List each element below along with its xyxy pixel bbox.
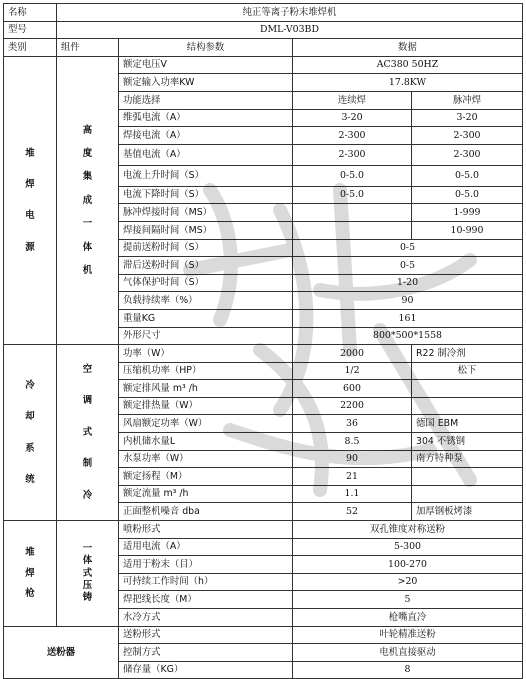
param-value: 161 (293, 309, 523, 327)
param-value: 5 (293, 591, 523, 609)
col-category: 类别 (4, 39, 57, 57)
product-name: 纯正等离子粉末堆焊机 (57, 4, 523, 22)
param-note (412, 380, 523, 398)
param-value: 2000 (293, 345, 412, 363)
name-label: 名称 (4, 4, 57, 22)
param-label: 电流下降时间（S） (119, 186, 293, 204)
param-value: 1-20 (293, 274, 523, 292)
param-label: 水泵功率（W） (119, 450, 293, 468)
param-label: 焊接电流（A） (119, 127, 293, 145)
param-value: 0-5 (293, 257, 523, 275)
param-value: 8.5 (293, 433, 412, 451)
param-note: 304 不锈钢 (412, 433, 523, 451)
model-value: DML-V03BD (57, 21, 523, 39)
value-continuous: 3-20 (293, 109, 412, 127)
column-header-row (4, 39, 523, 57)
model-row (4, 21, 523, 39)
param-label: 储存量（KG） (119, 661, 293, 679)
value-continuous (293, 221, 412, 239)
value-continuous: 0-5.0 (293, 186, 412, 204)
param-note: 南方特种泵 (412, 450, 523, 468)
param-value: 枪嘴直冷 (293, 609, 523, 627)
category-power-source: 堆 焊 电 源 (4, 56, 57, 344)
param-label: 水冷方式 (119, 609, 293, 627)
param-value: 电机直接驱动 (293, 644, 523, 662)
param-value: 52 (293, 503, 412, 521)
param-label: 功能选择 (119, 91, 293, 109)
component-die-cast: 一 体 式 压 铸 (57, 521, 119, 627)
param-value: 600 (293, 380, 412, 398)
param-label: 额定扬程（M） (119, 468, 293, 486)
param-note (412, 397, 523, 415)
table-row (4, 626, 523, 644)
name-row (4, 4, 523, 22)
component-air-conditioning: 空 调 式 制 冷 (57, 345, 119, 521)
param-label: 喷粉形式 (119, 521, 293, 539)
param-label: 控制方式 (119, 644, 293, 662)
param-label: 焊接间隔时间（MS） (119, 221, 293, 239)
model-label: 型号 (4, 21, 57, 39)
param-value: 1.1 (293, 485, 412, 503)
param-value: 叶轮精准送粉 (293, 626, 523, 644)
param-label: 适用于粉末（目） (119, 556, 293, 574)
param-value: 36 (293, 415, 412, 433)
spec-table (3, 3, 523, 679)
param-value: AC380 50HZ (293, 56, 523, 74)
param-value: 90 (293, 450, 412, 468)
param-label: 内机储水量L (119, 433, 293, 451)
param-note (412, 468, 523, 486)
param-value: 8 (293, 661, 523, 679)
value-pulse: 2-300 (412, 144, 523, 165)
param-label: 风扇额定功率（W） (119, 415, 293, 433)
value-pulse: 0-5.0 (412, 165, 523, 186)
param-label: 可持续工作时间（h） (119, 573, 293, 591)
param-note (412, 485, 523, 503)
param-label: 额定排风量 m³ /h (119, 380, 293, 398)
param-label: 适用电流（A） (119, 538, 293, 556)
param-note: 松下 (412, 362, 523, 380)
param-label: 送粉形式 (119, 626, 293, 644)
param-note: R22 制冷剂 (412, 345, 523, 363)
value-pulse: 3-20 (412, 109, 523, 127)
param-label: 脉冲焊接时间（MS） (119, 204, 293, 222)
value-continuous: 2-300 (293, 127, 412, 145)
param-label: 额定排热量（W） (119, 397, 293, 415)
param-value: 1/2 (293, 362, 412, 380)
value-pulse: 1-999 (412, 204, 523, 222)
mode-pulse: 脉冲焊 (412, 91, 523, 109)
param-label: 重量KG (119, 309, 293, 327)
param-label: 基值电流（A） (119, 144, 293, 165)
param-label: 额定电压V (119, 56, 293, 74)
param-label: 功率（W） (119, 345, 293, 363)
mode-continuous: 连续焊 (293, 91, 412, 109)
param-label: 焊把线长度（M） (119, 591, 293, 609)
param-label: 额定流量 m³ /h (119, 485, 293, 503)
param-label: 提前送粉时间（S） (119, 239, 293, 257)
param-value: 100-270 (293, 556, 523, 574)
value-pulse: 10-990 (412, 221, 523, 239)
param-value: 0-5 (293, 239, 523, 257)
param-label: 额定输入功率KW (119, 74, 293, 92)
category-welding-torch: 堆 焊 枪 (4, 521, 57, 627)
category-powder-feeder: 送粉器 (4, 626, 119, 679)
param-label: 正面整机噪音 dba (119, 503, 293, 521)
param-value: 800*500*1558 (293, 327, 523, 345)
param-label: 维弧电流（A） (119, 109, 293, 127)
param-label: 压缩机功率（HP） (119, 362, 293, 380)
param-label: 气体保护时间（S） (119, 274, 293, 292)
param-value: 90 (293, 292, 523, 310)
table-row (4, 345, 523, 363)
param-value: 双孔锥度对称送粉 (293, 521, 523, 539)
value-continuous: 2-300 (293, 144, 412, 165)
component-integrated-unit: 高 度 集 成 一 体 机 (57, 56, 119, 344)
spec-sheet (3, 3, 522, 679)
param-value: 5-300 (293, 538, 523, 556)
value-continuous (293, 204, 412, 222)
param-note: 加厚钢板烤漆 (412, 503, 523, 521)
param-label: 外形尺寸 (119, 327, 293, 345)
table-row (4, 56, 523, 74)
col-component: 组件 (57, 39, 119, 57)
param-value: 2200 (293, 397, 412, 415)
table-row (4, 521, 523, 539)
category-cooling-system: 冷 却 系 统 (4, 345, 57, 521)
param-value: >20 (293, 573, 523, 591)
param-label: 负载持续率（%） (119, 292, 293, 310)
param-note: 德国 EBM (412, 415, 523, 433)
param-label: 滞后送粉时间（S） (119, 257, 293, 275)
col-data: 数据 (293, 39, 523, 57)
param-value: 17.8KW (293, 74, 523, 92)
col-param: 结构参数 (119, 39, 293, 57)
value-pulse: 0-5.0 (412, 186, 523, 204)
param-label: 电流上升时间（S） (119, 165, 293, 186)
value-continuous: 0-5.0 (293, 165, 412, 186)
value-pulse: 2-300 (412, 127, 523, 145)
param-value: 21 (293, 468, 412, 486)
